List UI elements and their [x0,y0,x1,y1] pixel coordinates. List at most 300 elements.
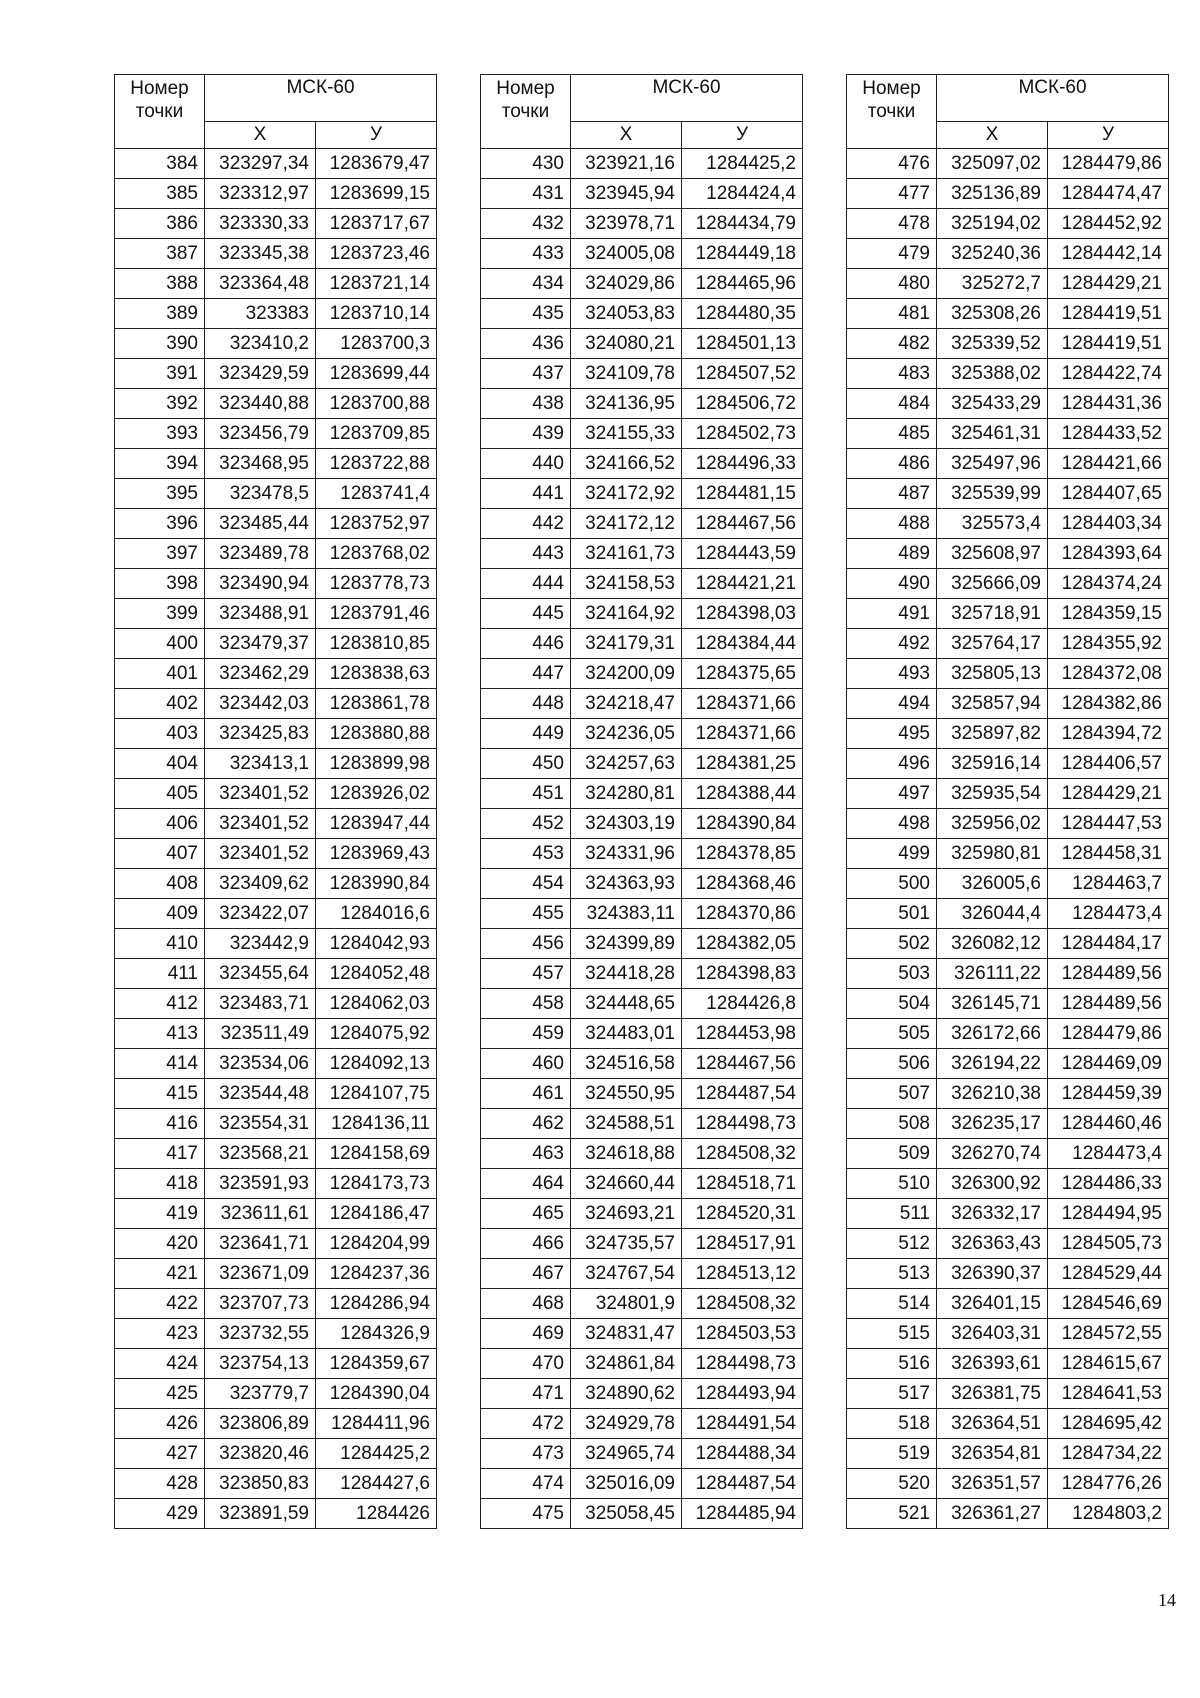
x-coordinate-cell: 325194,02 [937,209,1048,239]
table-row [115,269,437,299]
y-coordinate-cell: 1284485,94 [682,1499,803,1529]
y-coordinate-cell: 1284016,6 [316,899,437,929]
y-coordinate-cell: 1283699,15 [316,179,437,209]
point-number-cell: 416 [115,1109,205,1139]
table-row [481,629,803,659]
table-row [481,419,803,449]
x-coordinate-cell: 326210,38 [937,1079,1048,1109]
y-coordinate-cell: 1284062,03 [316,989,437,1019]
x-coordinate-cell: 325240,36 [937,239,1048,269]
y-coordinate-cell: 1284498,73 [682,1109,803,1139]
x-coordinate-cell: 323891,59 [205,1499,316,1529]
table-row [115,1139,437,1169]
point-number-cell: 393 [115,419,205,449]
point-number-cell: 400 [115,629,205,659]
x-coordinate-cell: 323641,71 [205,1229,316,1259]
point-number-cell: 469 [481,1319,571,1349]
point-number-cell: 449 [481,719,571,749]
y-coordinate-cell: 1284398,83 [682,959,803,989]
y-coordinate-cell: 1284458,31 [1048,839,1169,869]
y-coordinate-cell: 1284406,57 [1048,749,1169,779]
x-coordinate-cell: 324236,05 [571,719,682,749]
table-row [847,209,1169,239]
point-number-cell: 390 [115,329,205,359]
x-coordinate-cell: 323488,91 [205,599,316,629]
y-coordinate-cell: 1284378,85 [682,839,803,869]
x-coordinate-cell: 326194,22 [937,1049,1048,1079]
x-coordinate-cell: 324029,86 [571,269,682,299]
point-number-cell: 471 [481,1379,571,1409]
y-coordinate-cell: 1284429,21 [1048,779,1169,809]
x-coordinate-cell: 324166,52 [571,449,682,479]
y-coordinate-cell: 1284421,21 [682,569,803,599]
point-number-cell: 467 [481,1259,571,1289]
x-coordinate-cell: 323554,31 [205,1109,316,1139]
x-coordinate-cell: 325058,45 [571,1499,682,1529]
point-number-cell: 456 [481,929,571,959]
y-axis-header: У [1048,122,1169,149]
table-row [847,899,1169,929]
y-coordinate-cell: 1284092,13 [316,1049,437,1079]
y-coordinate-cell: 1284488,34 [682,1439,803,1469]
point-number-cell: 473 [481,1439,571,1469]
x-coordinate-cell: 323483,71 [205,989,316,1019]
table-row [115,1019,437,1049]
table-row [481,749,803,779]
point-number-cell: 411 [115,959,205,989]
point-number-cell: 442 [481,509,571,539]
table-row [847,1109,1169,1139]
y-coordinate-cell: 1284419,51 [1048,329,1169,359]
point-number-cell: 460 [481,1049,571,1079]
y-coordinate-cell: 1284375,65 [682,659,803,689]
table-row [481,659,803,689]
x-coordinate-cell: 323544,48 [205,1079,316,1109]
table-row [115,1169,437,1199]
table-row [481,179,803,209]
table-row [481,1049,803,1079]
table-row [481,899,803,929]
x-coordinate-cell: 323611,61 [205,1199,316,1229]
y-coordinate-cell: 1284426,8 [682,989,803,1019]
y-coordinate-cell: 1284372,08 [1048,659,1169,689]
y-coordinate-cell: 1284489,56 [1048,989,1169,1019]
y-coordinate-cell: 1284370,86 [682,899,803,929]
table-row [847,389,1169,419]
x-coordinate-cell: 324929,78 [571,1409,682,1439]
point-number-cell: 403 [115,719,205,749]
x-coordinate-cell: 323591,93 [205,1169,316,1199]
point-number-cell: 500 [847,869,937,899]
table-row [115,959,437,989]
point-number-cell: 493 [847,659,937,689]
table-row [481,1019,803,1049]
table-row [847,1019,1169,1049]
point-number-cell: 417 [115,1139,205,1169]
point-number-cell: 398 [115,569,205,599]
y-coordinate-cell: 1283752,97 [316,509,437,539]
table-row [847,1289,1169,1319]
point-number-cell: 458 [481,989,571,1019]
x-coordinate-cell: 324218,47 [571,689,682,719]
point-number-cell: 470 [481,1349,571,1379]
y-coordinate-cell: 1283947,44 [316,809,437,839]
point-number-cell: 391 [115,359,205,389]
point-number-cell: 409 [115,899,205,929]
table-row [481,719,803,749]
table-row [847,809,1169,839]
y-coordinate-cell: 1284158,69 [316,1139,437,1169]
y-coordinate-cell: 1283768,02 [316,539,437,569]
coordinate-system-header: МСК-60 [937,75,1169,122]
table-row [115,749,437,779]
x-coordinate-cell: 324516,58 [571,1049,682,1079]
table-row [481,239,803,269]
x-coordinate-cell: 326044,4 [937,899,1048,929]
table-row [847,449,1169,479]
point-number-cell: 495 [847,719,937,749]
x-coordinate-cell: 323409,62 [205,869,316,899]
y-axis-header: У [316,122,437,149]
y-coordinate-cell: 1284467,56 [682,1049,803,1079]
x-coordinate-cell: 325666,09 [937,569,1048,599]
table-row [481,269,803,299]
x-axis-header: Х [937,122,1048,149]
point-number-cell: 444 [481,569,571,599]
x-coordinate-cell: 323945,94 [571,179,682,209]
x-coordinate-cell: 324158,53 [571,569,682,599]
point-number-cell: 423 [115,1319,205,1349]
x-coordinate-cell: 323364,48 [205,269,316,299]
table-row [847,629,1169,659]
y-coordinate-cell: 1283838,63 [316,659,437,689]
table-row [115,1289,437,1319]
table-row [481,1289,803,1319]
y-coordinate-cell: 1284460,46 [1048,1109,1169,1139]
y-coordinate-cell: 1283722,88 [316,449,437,479]
x-coordinate-cell: 325539,99 [937,479,1048,509]
table-row [115,599,437,629]
y-coordinate-cell: 1284390,84 [682,809,803,839]
point-number-cell: 431 [481,179,571,209]
y-coordinate-cell: 1284501,13 [682,329,803,359]
y-coordinate-cell: 1283969,43 [316,839,437,869]
y-coordinate-cell: 1284520,31 [682,1199,803,1229]
table-row [481,1259,803,1289]
x-coordinate-cell: 324448,65 [571,989,682,1019]
point-number-cell: 407 [115,839,205,869]
point-number-cell: 439 [481,419,571,449]
point-number-cell: 432 [481,209,571,239]
point-number-cell: 437 [481,359,571,389]
point-number-cell: 478 [847,209,937,239]
y-coordinate-cell: 1284479,86 [1048,149,1169,179]
table-row [847,1079,1169,1109]
y-coordinate-cell: 1284469,09 [1048,1049,1169,1079]
table-row [115,1109,437,1139]
x-axis-header: Х [205,122,316,149]
header-row [481,75,803,122]
table-row [481,509,803,539]
point-number-cell: 492 [847,629,937,659]
table-row [847,869,1169,899]
x-coordinate-cell: 323820,46 [205,1439,316,1469]
x-coordinate-cell: 325497,96 [937,449,1048,479]
y-coordinate-cell: 1284427,6 [316,1469,437,1499]
table-row [847,1169,1169,1199]
y-coordinate-cell: 1284502,73 [682,419,803,449]
x-axis-header: Х [571,122,682,149]
table-row [481,329,803,359]
table-row [481,1439,803,1469]
x-coordinate-cell: 323468,95 [205,449,316,479]
table-row [115,839,437,869]
table-row [115,689,437,719]
point-number-cell: 457 [481,959,571,989]
x-coordinate-cell: 324257,63 [571,749,682,779]
point-number-cell: 461 [481,1079,571,1109]
point-number-cell: 415 [115,1079,205,1109]
point-number-header-line2: точки [867,101,916,122]
point-number-cell: 505 [847,1019,937,1049]
point-number-cell: 396 [115,509,205,539]
y-coordinate-cell: 1284173,73 [316,1169,437,1199]
point-number-cell: 429 [115,1499,205,1529]
y-coordinate-cell: 1284371,66 [682,719,803,749]
x-coordinate-cell: 323850,83 [205,1469,316,1499]
point-number-cell: 510 [847,1169,937,1199]
table-row [847,509,1169,539]
table-row [115,389,437,419]
point-number-cell: 499 [847,839,937,869]
y-coordinate-cell: 1284473,4 [1048,1139,1169,1169]
y-coordinate-cell: 1284493,94 [682,1379,803,1409]
x-coordinate-cell: 323442,9 [205,929,316,959]
x-coordinate-cell: 325764,17 [937,629,1048,659]
point-number-cell: 387 [115,239,205,269]
point-number-cell: 520 [847,1469,937,1499]
point-number-cell: 477 [847,179,937,209]
x-coordinate-cell: 323383 [205,299,316,329]
table-row [847,359,1169,389]
table-row [481,1319,803,1349]
point-number-cell: 397 [115,539,205,569]
point-number-cell: 462 [481,1109,571,1139]
x-coordinate-cell: 326363,43 [937,1229,1048,1259]
y-coordinate-cell: 1284452,92 [1048,209,1169,239]
x-coordinate-cell: 323297,34 [205,149,316,179]
table-row [481,959,803,989]
point-number-cell: 435 [481,299,571,329]
point-number-cell: 452 [481,809,571,839]
point-number-cell: 489 [847,539,937,569]
y-axis-header: У [682,122,803,149]
point-number-cell: 418 [115,1169,205,1199]
point-number-cell: 434 [481,269,571,299]
table-row [847,1319,1169,1349]
y-coordinate-cell: 1283721,14 [316,269,437,299]
table-row [115,1379,437,1409]
y-coordinate-cell: 1284403,34 [1048,509,1169,539]
y-coordinate-cell: 1284419,51 [1048,299,1169,329]
table-row [847,1199,1169,1229]
table-row [115,509,437,539]
y-coordinate-cell: 1284453,98 [682,1019,803,1049]
y-coordinate-cell: 1283810,85 [316,629,437,659]
x-coordinate-cell: 326172,66 [937,1019,1048,1049]
table-row [847,479,1169,509]
y-coordinate-cell: 1283791,46 [316,599,437,629]
x-coordinate-cell: 324331,96 [571,839,682,869]
point-number-cell: 410 [115,929,205,959]
table-row [481,1229,803,1259]
x-coordinate-cell: 324483,01 [571,1019,682,1049]
point-number-cell: 484 [847,389,937,419]
x-coordinate-cell: 323401,52 [205,809,316,839]
x-coordinate-cell: 324767,54 [571,1259,682,1289]
x-coordinate-cell: 326361,27 [937,1499,1048,1529]
point-number-cell: 491 [847,599,937,629]
y-coordinate-cell: 1284052,48 [316,959,437,989]
x-coordinate-cell: 323478,5 [205,479,316,509]
table-row [115,1229,437,1259]
table-row [847,599,1169,629]
table-row [847,959,1169,989]
point-number-cell: 436 [481,329,571,359]
y-coordinate-cell: 1283861,78 [316,689,437,719]
y-coordinate-cell: 1284506,72 [682,389,803,419]
table-row [115,329,437,359]
table-row [115,1079,437,1109]
table-row [115,149,437,179]
x-coordinate-cell: 323345,38 [205,239,316,269]
y-coordinate-cell: 1283880,88 [316,719,437,749]
table-row [481,1169,803,1199]
y-coordinate-cell: 1284491,54 [682,1409,803,1439]
x-coordinate-cell: 324550,95 [571,1079,682,1109]
x-coordinate-cell: 323429,59 [205,359,316,389]
point-number-cell: 481 [847,299,937,329]
table-row [115,359,437,389]
x-coordinate-cell: 325433,29 [937,389,1048,419]
point-number-cell: 389 [115,299,205,329]
x-coordinate-cell: 323511,49 [205,1019,316,1049]
point-number-cell: 420 [115,1229,205,1259]
x-coordinate-cell: 324280,81 [571,779,682,809]
point-number-cell: 512 [847,1229,937,1259]
point-number-cell: 419 [115,1199,205,1229]
point-number-cell: 501 [847,899,937,929]
header-row [847,75,1169,122]
point-number-cell: 401 [115,659,205,689]
point-number-cell: 438 [481,389,571,419]
point-number-cell: 519 [847,1439,937,1469]
table-row [847,1469,1169,1499]
table-row [115,479,437,509]
coordinates-table-2 [480,74,803,1529]
y-coordinate-cell: 1284426 [316,1499,437,1529]
y-coordinate-cell: 1284449,18 [682,239,803,269]
x-coordinate-cell: 323442,03 [205,689,316,719]
y-coordinate-cell: 1284776,26 [1048,1469,1169,1499]
x-coordinate-cell: 324109,78 [571,359,682,389]
x-coordinate-cell: 323732,55 [205,1319,316,1349]
point-number-cell: 424 [115,1349,205,1379]
table-row [847,779,1169,809]
y-coordinate-cell: 1284465,96 [682,269,803,299]
y-coordinate-cell: 1283778,73 [316,569,437,599]
y-coordinate-cell: 1284326,9 [316,1319,437,1349]
point-number-cell: 422 [115,1289,205,1319]
x-coordinate-cell: 324693,21 [571,1199,682,1229]
y-coordinate-cell: 1283709,85 [316,419,437,449]
table-row [847,1349,1169,1379]
x-coordinate-cell: 323413,1 [205,749,316,779]
x-coordinate-cell: 324399,89 [571,929,682,959]
point-number-cell: 496 [847,749,937,779]
y-coordinate-cell: 1284463,7 [1048,869,1169,899]
y-coordinate-cell: 1284237,36 [316,1259,437,1289]
y-coordinate-cell: 1283700,88 [316,389,437,419]
point-number-cell: 455 [481,899,571,929]
y-coordinate-cell: 1284480,35 [682,299,803,329]
table-row [115,929,437,959]
y-coordinate-cell: 1284572,55 [1048,1319,1169,1349]
table-row [115,629,437,659]
point-number-cell: 508 [847,1109,937,1139]
point-number-cell: 426 [115,1409,205,1439]
table-row [115,659,437,689]
coordinates-table-1 [114,74,437,1529]
table-row [115,779,437,809]
point-number-cell: 405 [115,779,205,809]
point-number-header [481,75,571,149]
point-number-cell: 459 [481,1019,571,1049]
x-coordinate-cell: 323312,97 [205,179,316,209]
x-coordinate-cell: 325608,97 [937,539,1048,569]
table-row [847,1439,1169,1469]
coordinates-table-3 [846,74,1169,1529]
y-coordinate-cell: 1284398,03 [682,599,803,629]
table-row [847,419,1169,449]
point-number-cell: 521 [847,1499,937,1529]
x-coordinate-cell: 324080,21 [571,329,682,359]
point-number-cell: 463 [481,1139,571,1169]
table-row [847,1379,1169,1409]
point-number-cell: 385 [115,179,205,209]
y-coordinate-cell: 1284487,54 [682,1469,803,1499]
x-coordinate-cell: 325916,14 [937,749,1048,779]
x-coordinate-cell: 323490,94 [205,569,316,599]
table-row [847,1499,1169,1529]
table-row [481,1379,803,1409]
y-coordinate-cell: 1284425,2 [682,149,803,179]
point-number-cell: 447 [481,659,571,689]
table-row [115,239,437,269]
x-coordinate-cell: 323754,13 [205,1349,316,1379]
y-coordinate-cell: 1284496,33 [682,449,803,479]
x-coordinate-cell: 324618,88 [571,1139,682,1169]
x-coordinate-cell: 325805,13 [937,659,1048,689]
point-number-cell: 395 [115,479,205,509]
y-coordinate-cell: 1284517,91 [682,1229,803,1259]
table-row [847,719,1169,749]
y-coordinate-cell: 1284734,22 [1048,1439,1169,1469]
point-number-cell: 472 [481,1409,571,1439]
y-coordinate-cell: 1284394,72 [1048,719,1169,749]
y-coordinate-cell: 1284388,44 [682,779,803,809]
point-number-cell: 408 [115,869,205,899]
